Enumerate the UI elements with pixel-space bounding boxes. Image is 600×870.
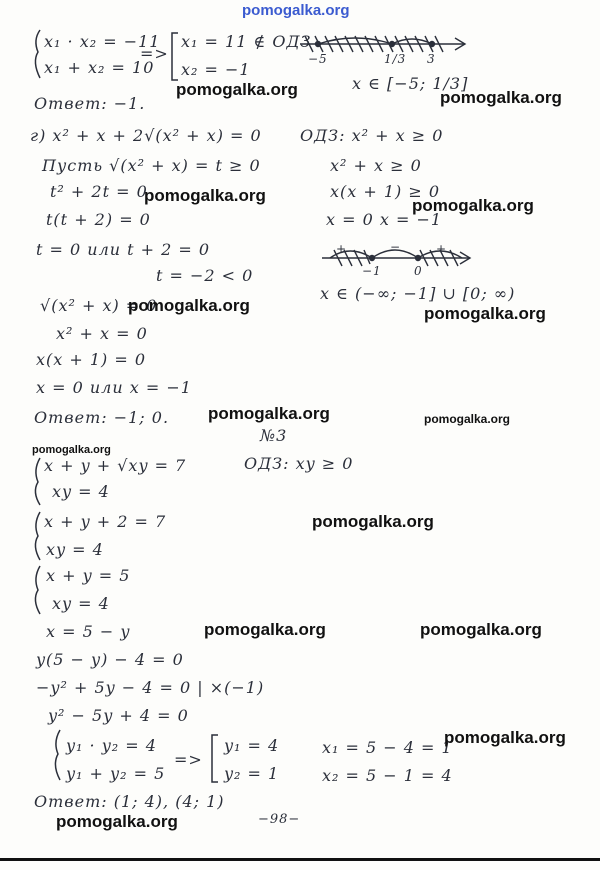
sign: + [336,242,348,256]
back-step-1: √(x² + x) = 0 [40,296,158,315]
watermark: pomogalka.org [424,412,511,426]
number-line-label: −5 [308,52,328,66]
watermark: pomogalka.org [144,186,266,205]
system1-line1: x₁ · x₂ = −11 [44,32,161,51]
answer-g: Ответ: −1; 0. [34,408,170,427]
back-step-2: x² + x = 0 [56,324,148,343]
back-step-4: x = 0 или x = −1 [36,378,192,397]
equation-3-2: −y² + 5y − 4 = 0 | ×(−1) [36,678,265,697]
system-brace [35,458,40,505]
back-step-3: x(x + 1) = 0 [36,350,147,369]
odz-result: x ∈ (−∞; −1] ∪ [0; ∞) [320,284,516,303]
vieta-1: y₁ · y₂ = 4 [66,736,157,755]
watermark: pomogalka.org [420,620,542,639]
root-1: y₁ = 4 [224,736,280,755]
odz-g: ОДЗ: x² + x ≥ 0 [300,126,444,145]
system-brace [55,730,60,780]
odz-step: x = 0 x = −1 [326,210,443,229]
number-line-label: 1/3 [384,52,407,66]
substitution: Пусть √(x² + x) = t ≥ 0 [42,156,261,175]
odz-step: x² + x ≥ 0 [330,156,422,175]
implies-arrow: => [174,750,203,769]
page-number: −98− [258,812,301,827]
watermark: pomogalka.org [176,80,298,99]
vieta-2: y₁ + y₂ = 5 [66,764,166,783]
sign: + [436,242,448,256]
equation-3-1: y(5 − y) − 4 = 0 [36,650,184,669]
step-4: t = −2 < 0 [156,266,254,285]
watermark: pomogalka.org [424,304,546,323]
answer-a: Ответ: −1. [34,94,146,113]
watermark: pomogalka.org [440,88,562,107]
x-value-1: x₁ = 5 − 4 = 1 [322,738,453,757]
watermark: pomogalka.org [32,444,111,456]
equation-g: г) x² + x + 2√(x² + x) = 0 [30,126,262,145]
root-2: y₂ = 1 [224,764,280,783]
problem-number: №3 [260,426,288,445]
system1-line2: x₁ + x₂ = 10 [44,58,155,77]
watermark: pomogalka.org [412,196,534,215]
system2-line1: x₁ = 11 ∉ ОДЗ [181,32,312,51]
answer-3: Ответ: (1; 4), (4; 1) [34,792,225,811]
watermark-top: pomogalka.org [242,2,350,19]
odz-3: ОДЗ: xy ≥ 0 [244,454,354,473]
equation-3-3: y² − 5y + 4 = 0 [48,706,189,725]
sign-point: 0 [414,264,423,278]
system3-3-line1: x + y = 5 [46,566,131,585]
watermark: pomogalka.org [56,812,178,831]
number-line [300,36,465,52]
system-bracket [172,33,178,80]
system-brace [35,30,40,78]
watermark: pomogalka.org [208,404,330,423]
watermark: pomogalka.org [444,728,566,747]
implies-arrow: => [140,44,169,63]
step-2: t(t + 2) = 0 [46,210,151,229]
interval: x ∈ [−5; 1/3] [352,74,469,93]
system3-1-line1: x + y + √xy = 7 [44,456,187,475]
x-value-2: x₂ = 5 − 1 = 4 [322,766,453,785]
step-3: t = 0 или t + 2 = 0 [36,240,211,259]
step-1: t² + 2t = 0 [50,182,148,201]
system2-line2: x₂ = −1 [181,60,251,79]
bottom-rule [0,858,600,861]
system-brace [35,566,40,614]
system-brace [35,512,40,560]
system3-2-line1: x + y + 2 = 7 [44,512,167,531]
sign: − [390,240,402,254]
watermark: pomogalka.org [312,512,434,531]
odz-step: x(x + 1) ≥ 0 [330,182,441,201]
system3-3-line2: xy = 4 [52,594,110,613]
system3-2-line2: xy = 4 [46,540,104,559]
number-line-label: 3 [427,52,436,66]
watermark: pomogalka.org [128,296,250,315]
watermark: pomogalka.org [204,620,326,639]
system-bracket [212,735,218,782]
substitution-3: x = 5 − y [46,622,131,641]
sign-point: −1 [362,264,382,278]
system3-1-line2: xy = 4 [52,482,110,501]
